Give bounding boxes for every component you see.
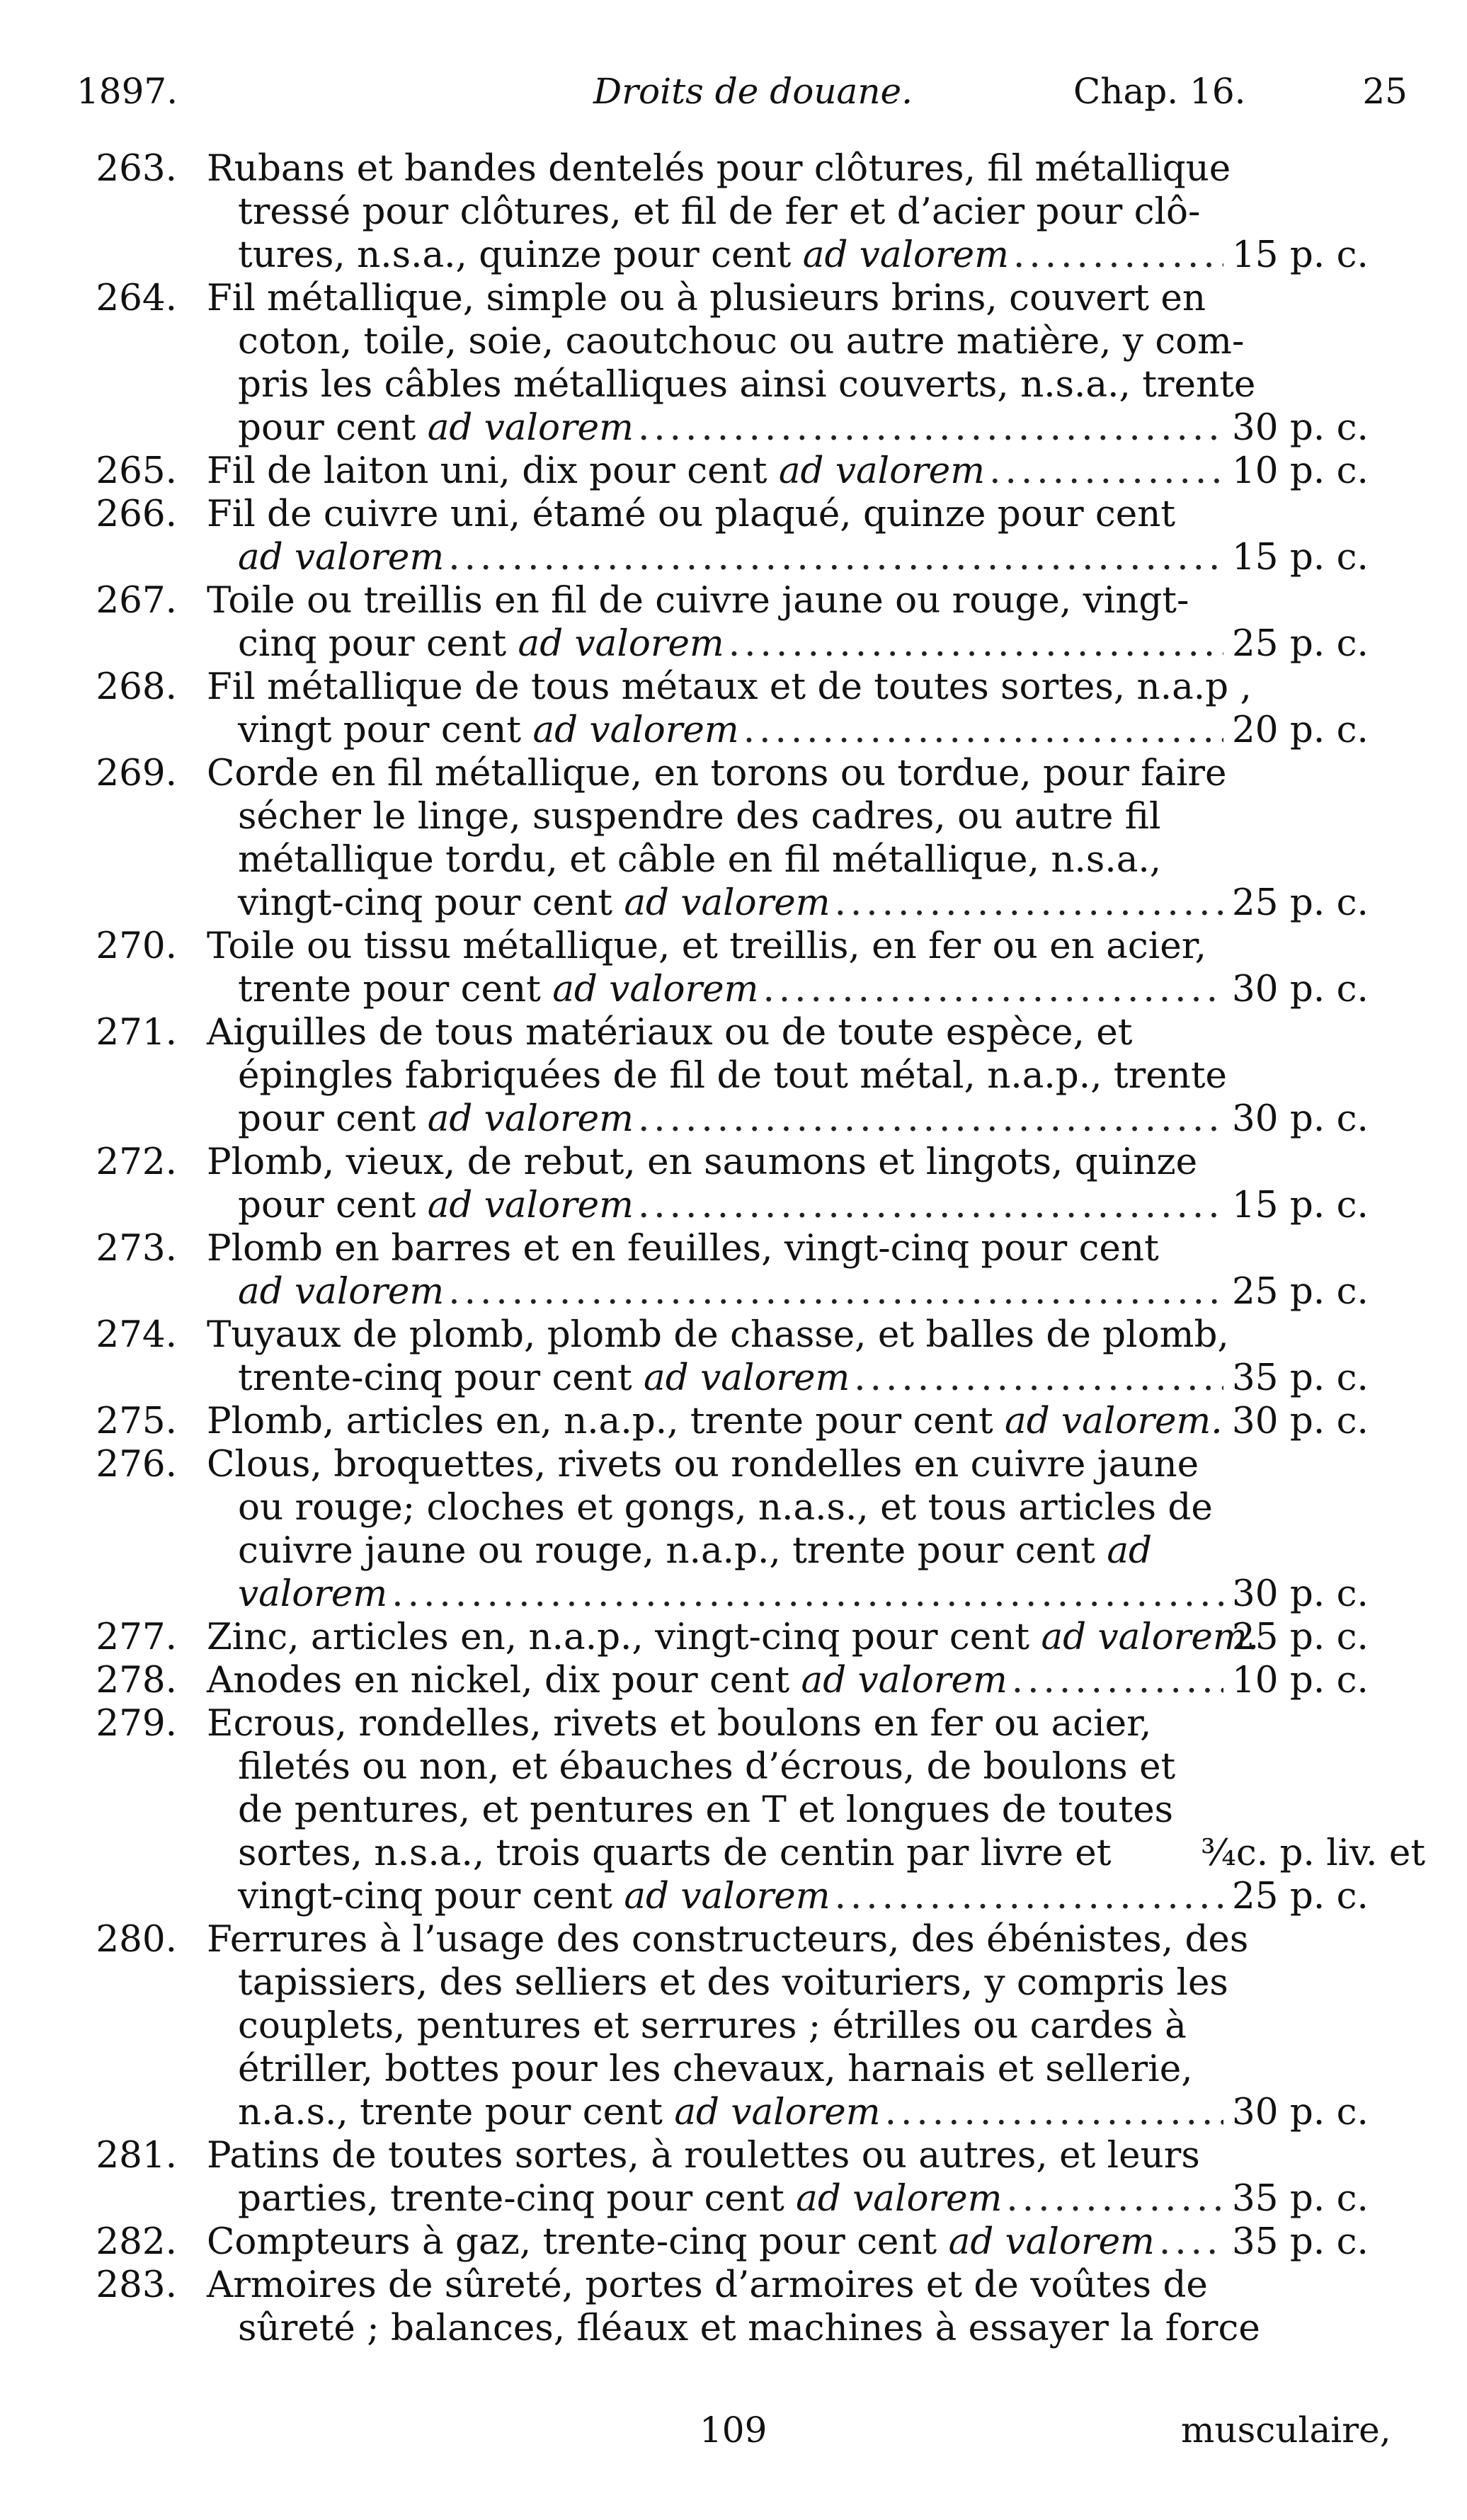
entry-text [207,1443,1369,1616]
tariff-entries [71,147,1426,2350]
duty-rate: 25 p. c. [1232,882,1369,924]
entry-text [207,1141,1369,1227]
dot-leader [638,406,1223,450]
tariff-entry [71,1616,1416,1659]
tariff-entry [71,2220,1416,2264]
entry-line: étriller, bottes pour les chevaux, harnais et sellerie, [238,2048,1193,2090]
entry-line: Ecrous, rondelles, rivets et boulons en fer ou acier, [207,1702,1152,1745]
header-chapter: Chap. 16. [1073,71,1246,112]
tariff-entry [71,450,1416,493]
entry-line: tapissiers, des selliers et des voituriers, y compris les [238,1961,1228,2004]
footer-catchword: musculaire, [1181,2410,1391,2451]
tariff-entry [71,147,1416,277]
entry-text [207,579,1369,666]
entry-text [207,450,1369,493]
dot-leader [448,536,1223,579]
entry-number: 274. [96,1313,177,1356]
duty-rate: 25 p. c. [1232,1875,1369,1917]
entry-line: cuivre jaune ou rouge, n.a.p., trente pour cent ad [238,1529,1152,1572]
dot-leader [1006,2177,1223,2220]
entry-number: 281. [96,2134,177,2177]
entry-number: 276. [96,1443,177,1486]
tariff-entry [71,752,1416,925]
entry-line: sécher le linge, suspendre des cadres, ou autre fil [238,795,1161,838]
entry-text [207,493,1369,579]
tariff-entry [71,2264,1416,2350]
tariff-entry [71,493,1416,579]
tariff-entry [71,1227,1416,1313]
entry-text [207,666,1369,752]
footer-page-number: 109 [700,2410,767,2451]
dot-leader [743,709,1223,752]
entry-number: 271. [96,1011,177,1054]
duty-rate: 20 p. c. [1232,709,1369,751]
entry-text [207,2134,1369,2220]
entry-line: épingles fabriquées de fil de tout métal, n.a.p., trente [238,1054,1228,1097]
entry-line: parties, trente-cinq pour cent ad valorem [238,2177,1003,2220]
entry-text [207,1227,1369,1313]
dot-leader [763,968,1223,1011]
running-header [76,71,1408,120]
entry-text [207,1659,1369,1702]
entry-line: vingt-cinq pour cent ad valorem [238,1875,830,1917]
duty-rate: 25 p. c. [1232,1616,1369,1658]
entry-text [207,1616,1369,1659]
duty-rate: 35 p. c. [1232,1357,1369,1399]
entry-line: tressé pour clôtures, et fil de fer et d’acier pour clô- [238,190,1201,233]
entry-text [207,1313,1369,1400]
entry-text [207,2220,1369,2264]
entry-number: 283. [96,2264,177,2306]
duty-rate: 30 p. c. [1232,1097,1369,1140]
entry-number: 278. [96,1659,177,1701]
entry-line: couplets, pentures et serrures ; étrilles ou cardes à [238,2005,1187,2047]
tariff-entry [71,1400,1416,1443]
entry-line: Plomb en barres et en feuilles, vingt-cinq pour cent [207,1227,1159,1270]
tariff-entry [71,1011,1416,1141]
duty-rate: 10 p. c. [1232,450,1369,492]
entry-line: sûreté ; balances, fléaux et machines à essayer la force [238,2307,1260,2349]
header-page-number: 25 [1362,71,1408,112]
tariff-entry [71,1702,1426,1918]
duty-rate: 30 p. c. [1232,2091,1369,2133]
entry-line: Rubans et bandes dentelés pour clôtures, fil métallique [207,147,1231,190]
entry-line: n.a.s., trente pour cent ad valorem [238,2091,881,2133]
entry-line: cinq pour cent ad valorem [238,622,724,665]
entry-line: Patins de toutes sortes, à roulettes ou autres, et leurs [207,2134,1200,2177]
entry-line: Anodes en nickel, dix pour cent ad valorem [207,1659,1008,1701]
duty-rate: 30 p. c. [1232,1573,1369,1615]
entry-number: 273. [96,1227,177,1270]
entry-line: pris les câbles métalliques ainsi couverts, n.s.a., trente [238,363,1256,406]
dot-leader [1012,1659,1223,1702]
entry-number: 275. [96,1400,177,1442]
entry-line: ad valorem [238,1270,445,1313]
entry-text [207,1702,1426,1918]
entry-line: Aiguilles de tous matériaux ou de toute espèce, et [207,1011,1133,1054]
entry-line: valorem [238,1573,388,1615]
duty-rate: 15 p. c. [1232,536,1369,578]
page-footer [0,2410,1467,2459]
entry-line: filetés ou non, et ébauches d’écrous, de boulons et [238,1745,1176,1788]
entry-number: 264. [96,277,177,319]
entry-line: Armoires de sûreté, portes d’armoires et de voûtes de [207,2264,1208,2306]
duty-rate: 30 p. c. [1232,1400,1369,1442]
dot-leader [885,2091,1223,2134]
duty-rate: 35 p. c. [1232,2220,1369,2263]
entry-line: coton, toile, soie, caoutchouc ou autre matière, y com- [238,320,1245,363]
entry-line: Corde en fil métallique, en torons ou tordue, pour faire [207,752,1227,794]
entry-text [207,1918,1369,2134]
duty-rate: 30 p. c. [1232,968,1369,1010]
entry-line: Clous, broquettes, rivets ou rondelles en cuivre jaune [207,1443,1199,1486]
entry-number: 280. [96,1918,177,1961]
tariff-entry [71,666,1416,752]
entry-number: 268. [96,666,177,708]
tariff-entry [71,1141,1416,1227]
dot-leader [729,622,1223,666]
entry-number: 269. [96,752,177,794]
entry-line: ou rouge; cloches et gongs, n.a.s., et tous articles de [238,1486,1213,1529]
dot-leader [392,1573,1223,1616]
entry-number: 270. [96,925,177,967]
dot-leader [448,1270,1223,1313]
entry-number: 265. [96,450,177,492]
entry-line: pour cent ad valorem [238,1184,634,1226]
entry-line: Plomb, vieux, de rebut, en saumons et lingots, quinze [207,1141,1198,1183]
tariff-entry [71,2134,1416,2220]
entry-line: Tuyaux de plomb, plomb de chasse, et balles de plomb, [207,1313,1229,1356]
entry-text [207,752,1369,925]
dot-leader [835,1875,1223,1918]
header-year: 1897. [76,71,178,112]
entry-line: Fil métallique de tous métaux et de toutes sortes, n.a.p , [207,666,1252,708]
entry-line: Fil de cuivre uni, étamé ou plaqué, quinze pour cent [207,493,1176,535]
entry-line: Ferrures à l’usage des constructeurs, des ébénistes, des [207,1918,1249,1961]
dot-leader [989,450,1223,493]
entry-number: 277. [96,1616,177,1658]
duty-rate: 15 p. c. [1232,1184,1369,1226]
duty-rate-specific: ¾c. p. liv. et [1201,1832,1426,1874]
dot-leader [638,1097,1223,1141]
dot-leader [638,1184,1223,1227]
entry-text [207,925,1369,1011]
entry-text [207,2264,1260,2350]
entry-line: Zinc, articles en, n.a.p., vingt-cinq pour cent ad valorem. [207,1616,1260,1658]
entry-text [207,1011,1369,1141]
entry-line: vingt pour cent ad valorem [238,709,739,751]
duty-rate: 25 p. c. [1232,1270,1369,1313]
entry-line: Toile ou treillis en fil de cuivre jaune ou rouge, vingt- [207,579,1189,622]
tariff-entry [71,925,1416,1011]
entry-number: 267. [96,579,177,622]
entry-line: Fil métallique, simple ou à plusieurs brins, couvert en [207,277,1206,319]
duty-rate: 30 p. c. [1232,406,1369,449]
entry-line: trente pour cent ad valorem [238,968,759,1010]
entry-line: métallique tordu, et câble en fil métallique, n.s.a., [238,838,1162,881]
tariff-entry [71,1313,1416,1400]
tariff-entry [71,1659,1416,1702]
dot-leader [854,1357,1223,1400]
header-title: Droits de douane. [593,71,913,112]
entry-number: 263. [96,147,177,190]
entry-line: sortes, n.s.a., trois quarts de centin par livre et ¾c. p. liv. et [238,1832,1426,1874]
entry-line: Plomb, articles en, n.a.p., trente pour cent ad valorem. [207,1400,1223,1442]
duty-rate: 25 p. c. [1232,622,1369,665]
dot-leader [835,882,1223,925]
entry-line: Fil de laiton uni, dix pour cent ad valorem [207,450,986,492]
entry-text [207,147,1369,277]
tariff-entry [71,579,1416,666]
dot-leader [1013,234,1223,277]
tariff-entry [71,277,1416,450]
tariff-entry [71,1443,1416,1616]
duty-rate: 35 p. c. [1232,2177,1369,2220]
entry-number: 266. [96,493,177,535]
entry-line: pour cent ad valorem [238,1097,634,1140]
entry-line: Toile ou tissu métallique, et treillis, en fer ou en acier, [207,925,1207,967]
tariff-entry [71,1918,1416,2134]
entry-line: ad valorem [238,536,445,578]
entry-line: vingt-cinq pour cent ad valorem [238,882,830,924]
duty-rate: 15 p. c. [1232,234,1369,276]
entry-number: 282. [96,2220,177,2263]
entry-line: pour cent ad valorem [238,406,634,449]
entry-number: 272. [96,1141,177,1183]
dot-leader [1159,2220,1223,2264]
entry-number: 279. [96,1702,177,1745]
entry-line: trente-cinq pour cent ad valorem [238,1357,850,1399]
entry-line: de pentures, et pentures en T et longues de toutes [238,1789,1174,1831]
entry-line: Compteurs à gaz, trente-cinq pour cent ad valorem [207,2220,1155,2263]
entry-line: tures, n.s.a., quinze pour cent ad valorem [238,234,1009,276]
duty-rate: 10 p. c. [1232,1659,1369,1701]
entry-text [207,277,1369,450]
entry-text [207,1400,1369,1443]
